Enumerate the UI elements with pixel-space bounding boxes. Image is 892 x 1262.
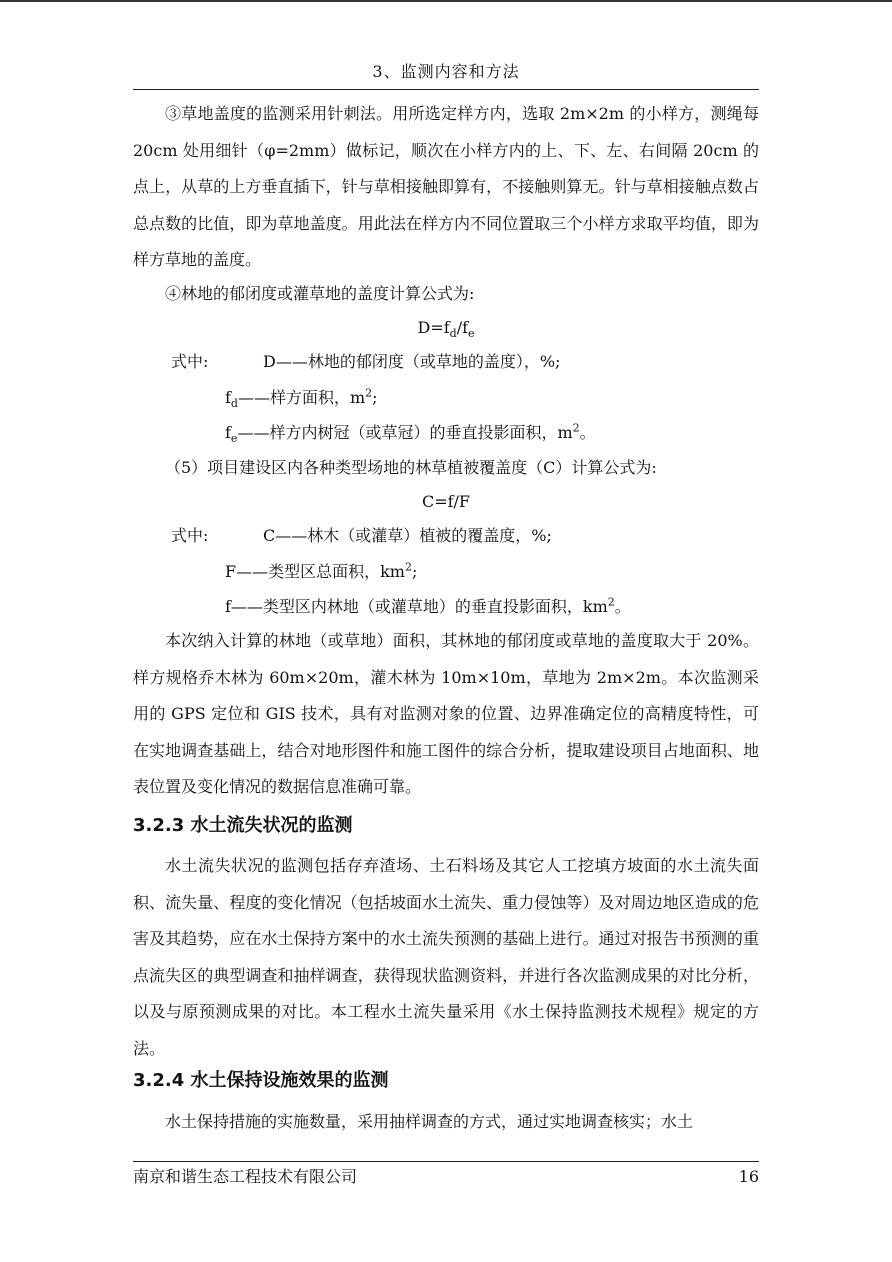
page-number: 16 bbox=[738, 1167, 759, 1186]
paragraph-erosion: 水土流失状况的监测包括存弃渣场、土石料场及其它人工挖填方坡面的水土流失面积、流失量、程度的变化情况（包括坡面水土流失、重力侵蚀等）及对周边地区造成的危害及其趋势，应在水土保持方案中的水土流失预测的基础上进行。通过对报告书预测的重点流失区的典型调查和抽样调查，获得现状监测资料，并进行各次监测成果的对比分析，以及与原预测成果的对比。本工程水土流失量采用《水土保持监测技术规程》规定的方法。 bbox=[133, 856, 759, 1058]
formula-canopy: $D=f_d/f_e$ bbox=[417, 318, 475, 341]
definition-fd: $f_d——$样方面积，$m^2$; bbox=[225, 386, 378, 411]
top-border bbox=[0, 0, 892, 2]
paragraph-sampling: 本次纳入计算的林地（或草地）面积，其林地的郁闭度或草地的盖度取大于 20%。样方规格乔木林为 60m×20m，灌木林为 10m×10m，草地为 2m×2m。本次监测采用的 GPS 定位和 GIS 技术，具有对监测对象的位置、边界准确定位的高精度特性，可在实地调查基础上，结合对地形图件和施工图件的综合分析，提取建设项目占地面积、地表位置及变化情况的数据信息准确可靠。 bbox=[133, 631, 759, 796]
paragraph-grass-coverage: ③草地盖度的监测采用针刺法。用所选定样方内，选取 2m×2m 的小样方，测绳每 20cm 处用细针（φ=2mm）做标记，顺次在小样方内的上、下、左、右间隔 20cm 的点上，从草的上方垂直插下，针与草相接触即算有，不接触则算无。针与草相接触点数占总点数的比值，即为草地盖度。用此法在样方内不同位置取三个小样方求取平均值，即为样方草地的盖度。 bbox=[133, 104, 759, 269]
page-header: 3、监测内容和方法 bbox=[372, 62, 520, 81]
paragraph-measures: 水土保持措施的实施数量，采用抽样调查的方式，通过实地调查核实；水土 bbox=[165, 1112, 694, 1131]
header-rule bbox=[133, 89, 759, 90]
formula-intro-canopy: ④林地的郁闭度或灌草地的盖度计算公式为: bbox=[165, 284, 475, 303]
definition-f-forest: f——类型区内林地（或灌草地）的垂直投影面积，$km^2$。 bbox=[225, 595, 631, 616]
definition-fe: $f_e——$样方内树冠（或草冠）的垂直投影面积，$m^2$。 bbox=[225, 421, 596, 446]
definition-c: 式中: C——林木（或灌草）植被的覆盖度，%; bbox=[171, 526, 552, 545]
section-title-3-2-3: 3.2.3 水土流失状况的监测 bbox=[133, 815, 353, 836]
footer-rule bbox=[133, 1161, 759, 1162]
formula-intro-coverage: （5）项目建设区内各种类型场地的林草植被覆盖度（C）计算公式为: bbox=[165, 458, 657, 477]
definition-f-total: F——类型区总面积，$km^2$; bbox=[225, 560, 418, 581]
section-title-3-2-4: 3.2.4 水土保持设施效果的监测 bbox=[133, 1070, 389, 1091]
formula-coverage: C=f/F bbox=[421, 492, 471, 511]
definition-d: 式中: D——林地的郁闭度（或草地的盖度），%; bbox=[171, 352, 561, 371]
footer-company: 南京和谐生态工程技术有限公司 bbox=[133, 1167, 358, 1186]
